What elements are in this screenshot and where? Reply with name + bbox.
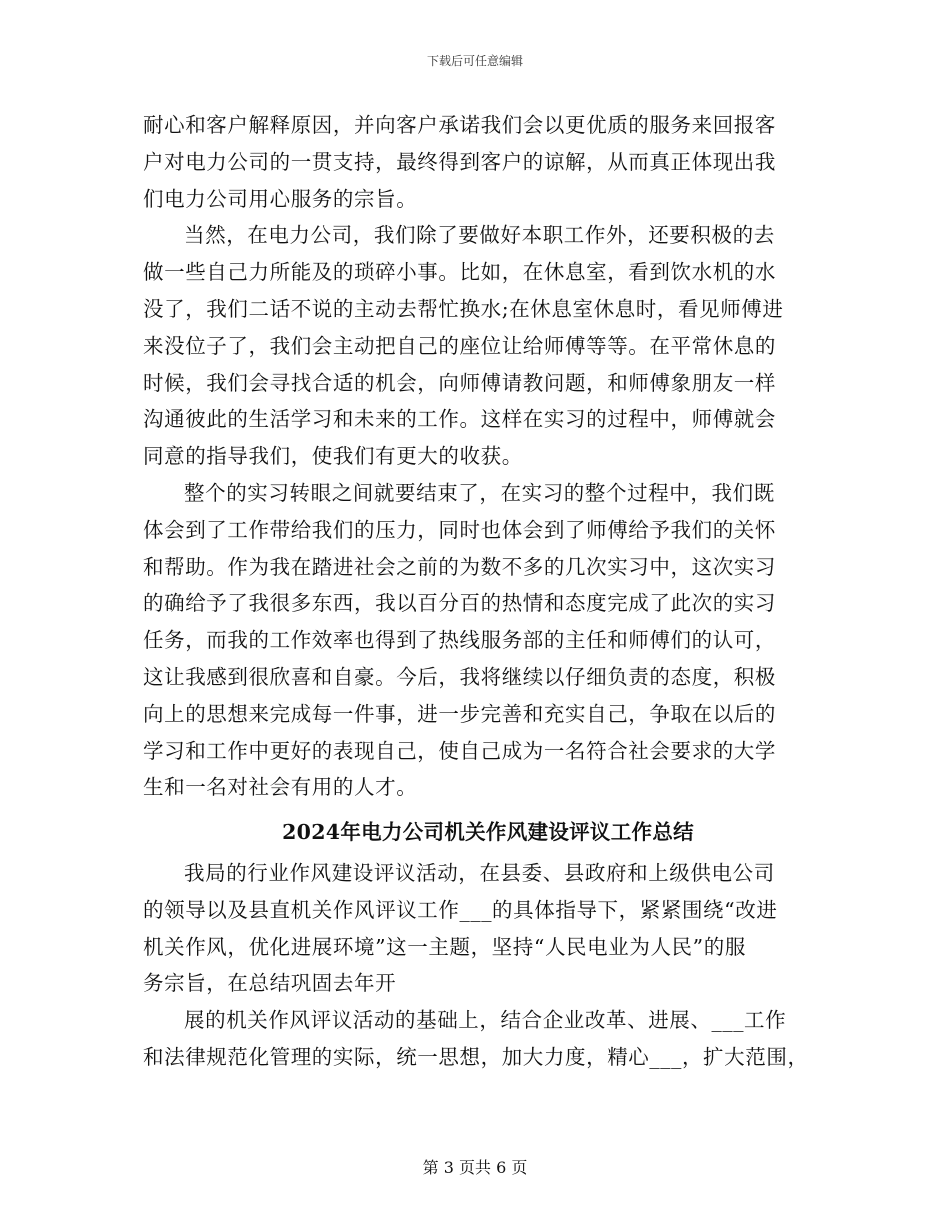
text-line: 这让我感到很欣喜和自豪。今后，我将继续以仔细负责的态度，积极 [143,664,776,689]
text-line: 当然，在电力公司，我们除了要做好本职工作外，还要积极的去 [184,223,775,248]
text-line: 任务，而我的工作效率也得到了热线服务部的主任和师傅们的认可， [143,628,776,653]
page-header-note: 下载后可任意编辑 [426,54,523,68]
paragraph-1 [143,107,833,217]
text-line: 做一些自己力所能及的琐碎小事。比如，在休息室，看到饮水机的水 [143,260,776,285]
text-line: 整个的实习转眼之间就要结束了，在实习的整个过程中，我们既 [184,480,775,505]
text-line: 展的机关作风评议活动的基础上，结合企业改革、进展、___工作 [184,1008,787,1033]
text-line: 们电力公司用心服务的宗旨。 [143,186,418,211]
text-line: 时候，我们会寻找合适的机会，向师傅请教问题，和师傅象朋友一样 [143,370,776,395]
text-line: 的确给予了我很多东西，我以百分百的热情和态度完成了此次的实习 [143,591,776,616]
text-line: 体会到了工作带给我们的压力，同时也体会到了师傅给予我们的关怀 [143,517,776,542]
section-paragraph-1 [143,855,833,1002]
document-body [143,107,833,1076]
text-line: 向上的思想来完成每一件事，进一步完善和充实自己，争取在以后的 [143,701,776,726]
text-line: 来没位子了，我们会主动把自己的座位让给师傅等等。在平常休息的 [143,333,776,358]
text-line: 我局的行业作风建设评议活动，在县委、县政府和上级供电公司 [184,860,775,885]
text-line: 户对电力公司的一贯支持，最终得到客户的谅解，从而真正体现出我 [143,149,776,174]
text-line: 没了，我们二话不说的主动去帮忙换水;在休息室休息时，看见师傅进 [143,296,784,321]
text-line: 同意的指导我们，使我们有更大的收获。 [143,444,523,469]
text-line: 沟通彼此的生活学习和未来的工作。这样在实习的过程中，师傅就会 [143,407,776,432]
text-line: 和帮助。作为我在踏进社会之前的为数不多的几次实习中，这次实习 [143,554,776,579]
section-paragraph-2 [143,1002,833,1076]
text-line: 耐心和客户解释原因，并向客户承诺我们会以更优质的服务来回报客 [143,113,776,137]
section-title: 2024年电力公司机关作风建设评议工作总结 [282,820,694,845]
text-line: 机关作风，优化进展环境”这一主题，坚持“人民电业为人民”的服 [143,934,746,959]
text-line: 的领导以及县直机关作风评议工作___的具体指导下，紧紧围绕“改进 [143,897,778,922]
text-line: 生和一名对社会有用的人才。 [143,775,418,800]
text-line: 务宗旨，在总结巩固去年开 [143,971,397,996]
text-line: 和法律规范化管理的实际，统一思想，加大力度，精心___，扩大范围， [143,1044,809,1069]
page-number: 第 3 页共 6 页 [422,1158,528,1177]
text-line: 学习和工作中更好的表现自己，使自己成为一名符合社会要求的大学 [143,738,776,763]
paragraph-2 [143,217,833,475]
paragraph-3 [143,475,833,806]
